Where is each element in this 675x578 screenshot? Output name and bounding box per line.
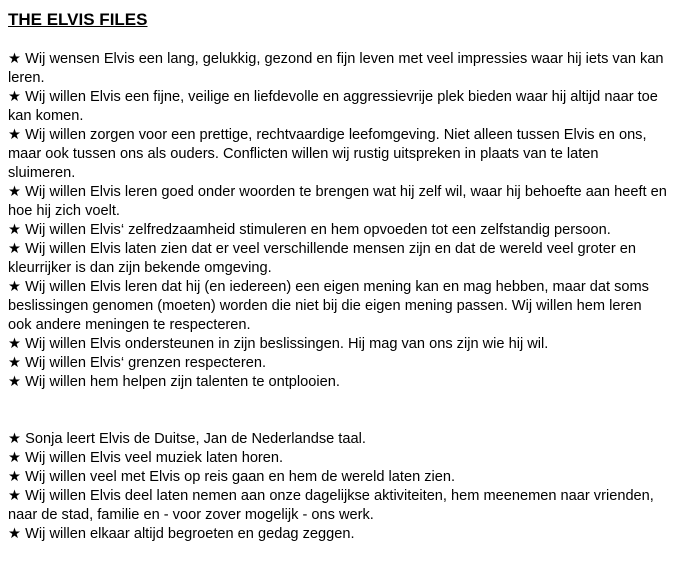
list-item (8, 126, 668, 183)
list-item-text: Wij willen Elvis ondersteunen in zijn beslissingen. Hij mag van ons zijn wie hij wil. (25, 336, 549, 352)
list-item-text: Wij willen Elvis‘ zelfredzaamheid stimuleren en hem opvoeden tot een zelfstandig persoon. (25, 222, 611, 238)
list-item (8, 525, 668, 544)
section-spacer (8, 392, 668, 430)
activities-list (8, 430, 668, 544)
list-item-text: Wij willen Elvis‘ grenzen respecteren. (25, 355, 267, 371)
star-icon: ★ (8, 51, 22, 67)
list-item-text: Wij willen Elvis leren goed onder woorden te brengen wat hij zelf wil, waar hij behoefte aan heeft en hoe hij zich voelt. (8, 184, 667, 219)
list-item (8, 88, 668, 126)
list-item (8, 183, 668, 221)
list-item (8, 221, 668, 240)
star-icon: ★ (8, 431, 22, 447)
list-item-text: Wij willen Elvis veel muziek laten horen. (25, 450, 284, 466)
star-icon: ★ (8, 241, 22, 257)
star-icon: ★ (8, 374, 22, 390)
list-item (8, 240, 668, 278)
list-item (8, 278, 668, 335)
star-icon: ★ (8, 89, 22, 105)
list-item (8, 335, 668, 354)
star-icon: ★ (8, 279, 22, 295)
list-item-text: Wij willen Elvis deel laten nemen aan onze dagelijkse aktiviteiten, hem meenemen naar vrienden, naar de stad, familie en - voor zover mogelijk - ons werk. (8, 488, 654, 523)
list-item-text: Wij willen Elvis laten zien dat er veel verschillende mensen zijn en dat de wereld veel groter en kleurrijker is dan zijn bekende omgeving. (8, 241, 636, 276)
star-icon: ★ (8, 526, 22, 542)
list-item-text: Wij wensen Elvis een lang, gelukkig, gezond en fijn leven met veel impressies waar hij iets van kan leren. (8, 51, 664, 86)
list-item (8, 449, 668, 468)
star-icon: ★ (8, 127, 22, 143)
star-icon: ★ (8, 450, 22, 466)
star-icon: ★ (8, 222, 22, 238)
list-item-text: Wij willen zorgen voor een prettige, rechtvaardige leefomgeving. Niet alleen tussen Elvis en ons, maar ook tussen ons als ouders. Conflicten willen wij rustig uitspreken in plaats van te laten sluimeren. (8, 127, 647, 181)
list-item-text: Wij willen Elvis een fijne, veilige en liefdevolle en aggressievrije plek bieden waar hij altijd naar toe kan komen. (8, 89, 658, 124)
list-item-text: Wij willen Elvis leren dat hij (en iedereen) een eigen mening kan en mag hebben, maar dat soms beslissingen genomen (moeten) worden die niet bij die eigen mening passen. Wij willen hem leren ook andere meningen te respecteren. (8, 279, 649, 333)
list-item-text: Wij willen veel met Elvis op reis gaan en hem de wereld laten zien. (25, 469, 456, 485)
list-item (8, 354, 668, 373)
list-item (8, 373, 668, 392)
list-item (8, 50, 668, 88)
document-page (8, 10, 668, 544)
list-item (8, 468, 668, 487)
star-icon: ★ (8, 355, 22, 371)
star-icon: ★ (8, 336, 22, 352)
list-item-text: Wij willen hem helpen zijn talenten te ontplooien. (25, 374, 340, 390)
star-icon: ★ (8, 488, 22, 504)
list-item-text: Sonja leert Elvis de Duitse, Jan de Nederlandse taal. (25, 431, 366, 447)
principles-list (8, 50, 668, 392)
list-item (8, 430, 668, 449)
document-title: THE ELVIS FILES (8, 10, 148, 29)
list-item-text: Wij willen elkaar altijd begroeten en gedag zeggen. (25, 526, 355, 542)
list-item (8, 487, 668, 525)
star-icon: ★ (8, 184, 22, 200)
star-icon: ★ (8, 469, 22, 485)
